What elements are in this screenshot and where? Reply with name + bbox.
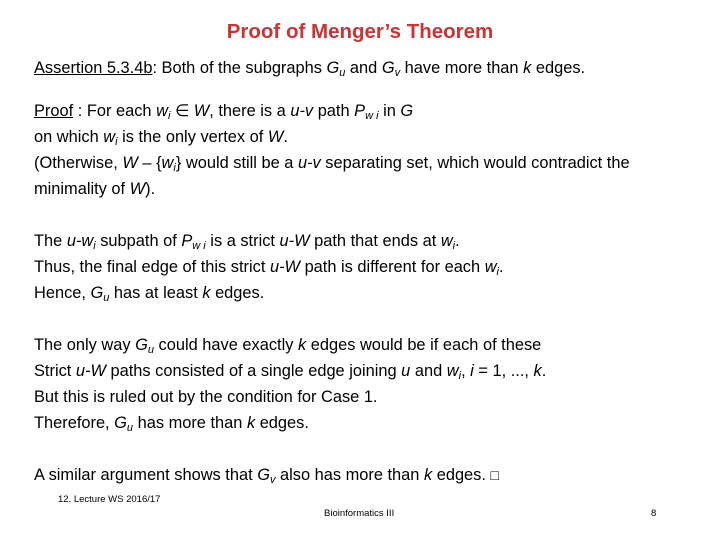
text: : Both of the subgraphs <box>152 59 327 77</box>
math-uW: u-W <box>269 258 301 276</box>
text: , there is a <box>209 102 291 120</box>
math-k: k <box>523 59 532 77</box>
proof-line-1 <box>34 98 630 124</box>
math-w: w <box>156 102 168 120</box>
math-G: G <box>400 102 414 120</box>
sub-wi: w i <box>192 240 206 252</box>
math-k: k <box>423 466 433 484</box>
math-G: G <box>381 59 395 77</box>
proof-line-3 <box>34 150 630 176</box>
text: in <box>378 102 401 120</box>
proof-line-4 <box>34 176 630 202</box>
footer-lecture: 12. Lecture WS 2016/17 <box>58 494 161 505</box>
sub-wi: w i <box>365 110 379 122</box>
sub-u: u <box>147 344 154 356</box>
sub-i: i <box>496 266 499 278</box>
text: could have exactly <box>154 336 298 354</box>
text: Therefore, <box>34 414 115 432</box>
text: on which <box>34 128 104 146</box>
text: separating set, which would contradict the <box>320 154 630 172</box>
text: The <box>34 232 67 250</box>
sub-u: u <box>339 67 346 79</box>
math-uv: u-v <box>290 102 314 120</box>
math-W: W <box>122 154 138 172</box>
math-G: G <box>326 59 340 77</box>
math-uw: u-w <box>66 232 94 250</box>
proof-block <box>34 98 630 202</box>
element-of-symbol: ∈ <box>170 102 194 120</box>
math-w: w <box>440 232 453 250</box>
proof-line-2 <box>34 124 630 150</box>
text: edges. <box>531 59 586 77</box>
footer-course: Bioinformatics III <box>324 508 395 519</box>
text: , <box>461 362 471 380</box>
text: edges would be if each of these <box>306 336 542 354</box>
sub-u: u <box>126 422 134 434</box>
page-number: 8 <box>651 508 657 519</box>
text: Thus, the final edge of this strict <box>34 258 270 276</box>
text: edges. <box>432 466 491 484</box>
math-uW: u-W <box>279 232 310 250</box>
para3-line-4 <box>34 410 546 436</box>
sub-i: i <box>452 240 456 252</box>
math-G: G <box>135 336 148 354</box>
math-G: G <box>114 414 127 432</box>
assertion-label: Assertion 5.3.4b <box>34 59 153 77</box>
text: minimality of <box>34 180 130 198</box>
math-W: W <box>267 128 284 146</box>
slide-title: Proof of Menger’s Theorem <box>226 20 494 43</box>
para3-line-2 <box>34 358 546 384</box>
math-k: k <box>202 284 211 302</box>
text: . <box>455 232 460 250</box>
math-P: P <box>354 102 366 120</box>
math-w: w <box>161 154 174 172</box>
text: and <box>345 59 382 77</box>
text: : For each <box>73 102 157 120</box>
text: path <box>313 102 355 120</box>
math-k: k <box>297 336 307 354</box>
math-uW: u-W <box>75 362 106 380</box>
math-w: w <box>446 362 459 380</box>
para2-line-2 <box>34 254 504 280</box>
paragraph-3 <box>34 332 546 436</box>
text: has at least <box>109 284 203 302</box>
sub-i: i <box>173 162 176 174</box>
math-W: W <box>129 180 146 198</box>
math-k: k <box>533 362 542 380</box>
sub-i: i <box>167 110 171 122</box>
math-u: u <box>401 362 411 380</box>
text: have more than <box>400 59 524 77</box>
math-G: G <box>257 466 270 484</box>
assertion-line <box>34 55 585 81</box>
para2-line-3 <box>34 280 504 306</box>
text: . <box>283 128 288 146</box>
text: path that ends at <box>309 232 441 250</box>
assertion-block <box>34 55 585 81</box>
math-W: W <box>193 102 210 120</box>
sub-v: v <box>269 474 276 486</box>
text: } would still be a <box>175 154 298 172</box>
paragraph-2 <box>34 228 504 306</box>
sub-i: i <box>458 370 462 382</box>
text: subpath of <box>95 232 182 250</box>
sub-v: v <box>394 67 401 79</box>
qed-box-icon: □ <box>490 467 499 483</box>
math-P: P <box>181 232 193 250</box>
text: . <box>498 258 504 276</box>
text: Strict <box>34 362 76 380</box>
math-i: i <box>470 362 474 380</box>
sub-i: i <box>115 136 118 148</box>
para2-line-1 <box>34 228 504 254</box>
math-uv: u-v <box>297 154 321 172</box>
sub-i: i <box>93 240 96 252</box>
math-w: w <box>103 128 116 146</box>
text: ). <box>145 180 156 198</box>
text: is the only vertex of <box>117 128 268 146</box>
text: . <box>541 362 547 380</box>
text: (Otherwise, <box>34 154 123 172</box>
text: and <box>410 362 447 380</box>
sub-u: u <box>103 292 110 304</box>
math-G: G <box>90 284 104 302</box>
text: has more than <box>133 414 247 432</box>
text: The only way <box>34 336 136 354</box>
text: Hence, <box>34 284 91 302</box>
para3-line-3: But this is ruled out by the condition for Case 1. <box>34 388 378 406</box>
proof-label: Proof <box>34 102 74 120</box>
text: = 1, ..., <box>473 362 534 380</box>
paragraph-4 <box>34 462 499 488</box>
text: edges. <box>210 284 265 302</box>
math-w: w <box>484 258 497 276</box>
text: also has more than <box>275 466 424 484</box>
para3-line-1 <box>34 332 546 358</box>
text: is a strict <box>205 232 280 250</box>
text: – { <box>137 154 162 172</box>
text: edges. <box>255 414 309 432</box>
text: A similar argument shows that <box>34 466 258 484</box>
text: path is different for each <box>300 258 485 276</box>
para4-line-1 <box>34 462 499 488</box>
math-k: k <box>246 414 256 432</box>
text: paths consisted of a single edge joining <box>105 362 402 380</box>
